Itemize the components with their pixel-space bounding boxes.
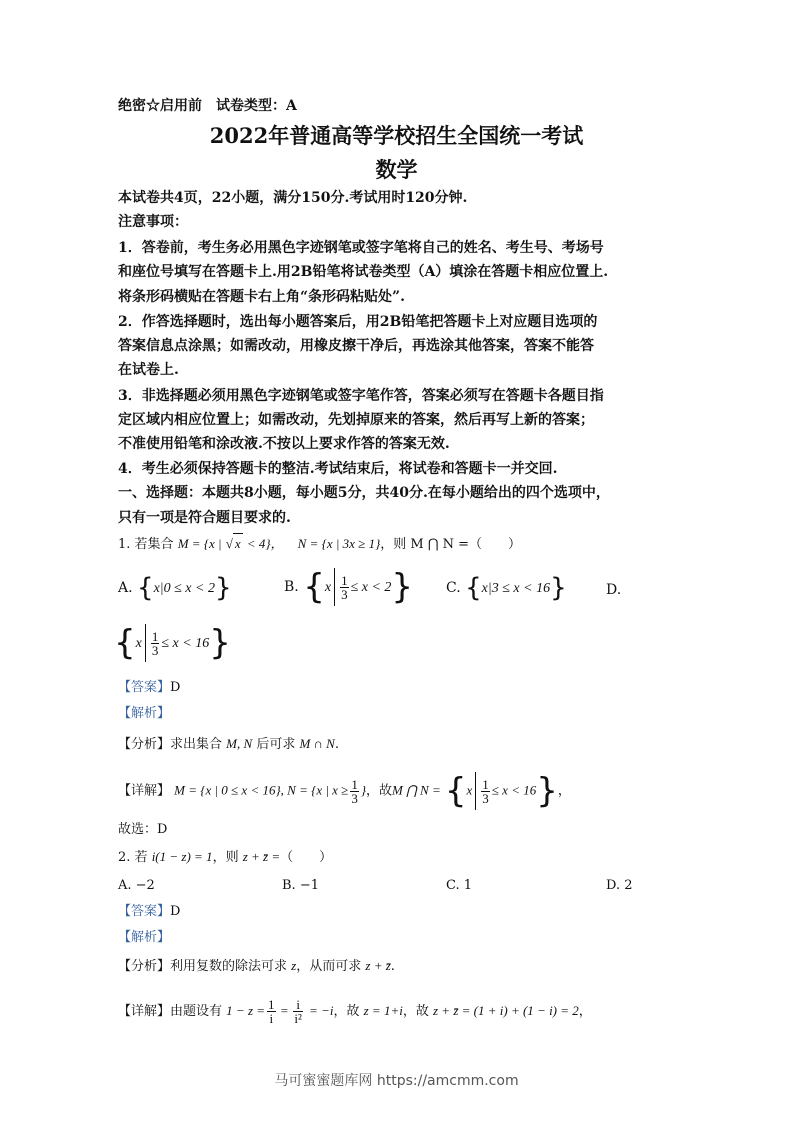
q1-fenxi: 【分析】求出集合 M, N 后可求 M ∩ N. [118,736,339,752]
q1-option-a: A. {x|0 ≤ x < 2} [118,573,232,603]
notice-line: 不准使用铅笔和涂改液.不按以上要求作答的答案无效. [118,436,450,452]
q2-answer: 【答案】D [118,904,181,919]
notice-line: 定区域内相应位置上；如需改动，先划掉原来的答案，然后再写上新的答案； [118,412,594,428]
notice-line: 4．考生必须保持答题卡的整洁.考试结束后，将试卷和答题卡一并交回. [118,461,558,477]
notice-line: 和座位号填写在答题卡上.用2B铅笔将试卷类型（A）填涂在答题卡相应位置上. [118,264,609,280]
q1-choose: 故选：D [118,822,168,837]
q2-option-c: C. 1 [446,878,473,893]
notice-line: 在试卷上. [118,362,179,378]
notice-line: 2．作答选择题时，选出每小题答案后，用2B铅笔把答题卡上对应题目选项的 [118,314,598,330]
q2-analysis-label: 【解析】 [118,930,171,945]
section-heading-cont: 只有一项是符合题目要求的. [118,510,291,526]
q1-analysis-label: 【解析】 [118,706,171,721]
notice-line: 3．非选择题必须用黑色字迹钢笔或签字笔作答，答案必须写在答题卡各题目指 [118,388,604,404]
q2-fenxi: 【分析】利用复数的除法可求 z，从而可求 z + z̄. [118,958,395,974]
q1-option-b: B. {x $\frac{1}{3}$ ≤ x < 2} [284,567,414,607]
subject-title: 数学 [375,157,418,182]
q2-detail: 【详解】由题设有 1 − z = $\frac{1}{i}$ = $\frac{i}{\text{i²}}$ = −i，故 z = 1+i，故 z + z̄ = (1 + i) + (1 − i) = 2， [118,997,592,1026]
question-2-stem: 2. 若 i(1 − z) = 1，则 z + z̄ =（ ） [118,849,333,865]
notice-line: 将条形码横贴在答题卡右上角“条形码粘贴处”. [118,289,405,305]
q1-detail: 【详解】 M = {x | 0 ≤ x < 16}, N = {x | x ≥ $\frac{1}{3}$ }，故M ⋂ N = {x $\frac{1}{3}$ ≤ x < 16}， [118,771,571,811]
q1-option-d: {x $\frac{1}{3}$ ≤ x < 16} [114,623,231,663]
exam-title: 2022年普通高等学校招生全国统一考试 [209,123,584,148]
question-1-stem: 1. 若集合 M = {x | √ x < 4}， N = {x | 3x ≥ 1}，则 M ⋂ N =（ ） [118,533,521,555]
notice-line: 1．答卷前，考生务必用黑色字迹钢笔或签字笔将自己的姓名、考生号、考场号 [118,240,604,256]
q1-option-c: C. {x|3 ≤ x < 16} [446,573,567,603]
q2-option-b: B. −1 [282,878,319,893]
notice-line: 答案信息点涂黑；如需改动，用橡皮擦干净后，再选涂其他答案，答案不能答 [118,338,594,354]
q1-option-d-label: D. [606,582,622,598]
paper-summary: 本试卷共4页，22小题，满分150分.考试用时120分钟. [118,190,468,206]
confidential-label: 绝密☆启用前 试卷类型：A [118,98,297,114]
notice-title: 注意事项： [118,214,188,230]
section-heading: 一、选择题：本题共8小题，每小题5分，共40分.在每小题给出的四个选项中， [118,485,610,501]
q2-option-d: D. 2 [606,878,633,893]
q1-answer: 【答案】D [118,680,181,695]
q2-option-a: A. −2 [118,878,155,893]
footer-watermark: 马可蜜蜜题库网 https://amcmm.com [274,1073,519,1089]
